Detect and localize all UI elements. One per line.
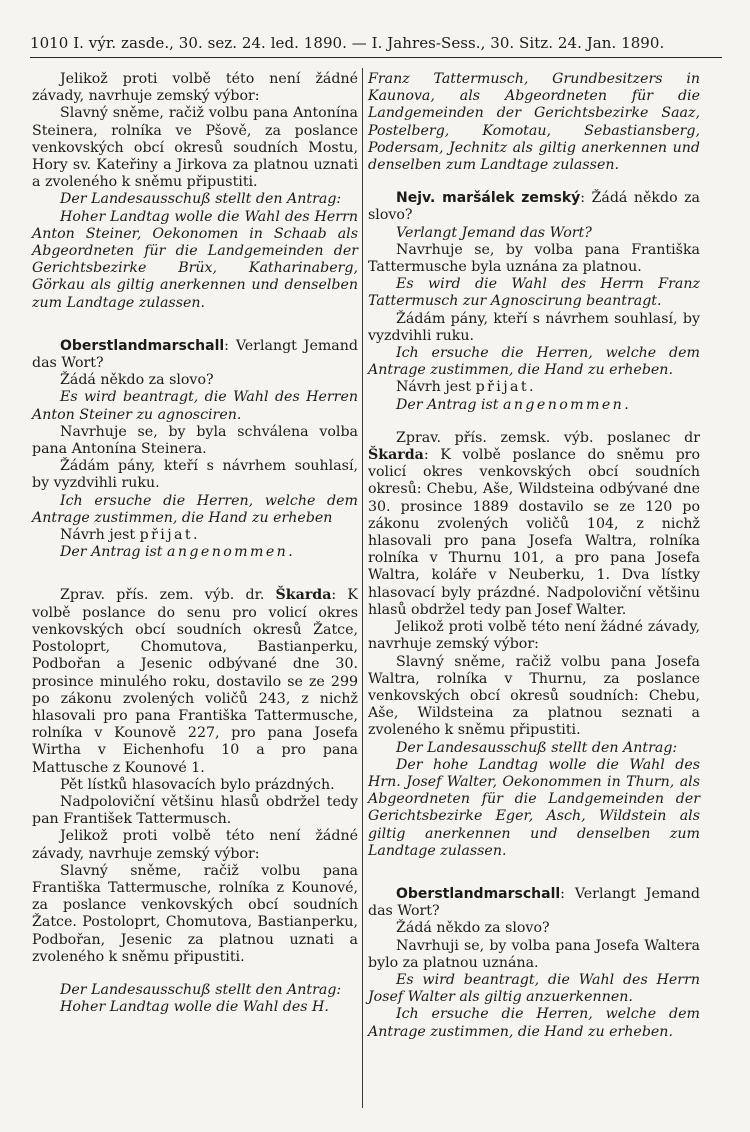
speaker-name: Oberstlandmarschall xyxy=(396,885,561,902)
paragraph-text: Zprav. přís. zem. výb. dr. xyxy=(60,587,276,604)
right-column xyxy=(368,71,700,1041)
paragraph-text: : Žádá někdo za slovo? xyxy=(368,190,701,224)
paragraph: Žádám pány, kteří s návrhem souhlasí, by vyzdvihli ruku. xyxy=(32,458,358,492)
paragraph: Žádá někdo za slovo? xyxy=(60,372,214,389)
speaker-name: Oberstlandmarschall xyxy=(60,337,225,354)
paragraph: Der Landesausschuß stellt den Antrag: xyxy=(396,739,678,756)
paragraph: Navrhuje se, by byla schválena volba pana Antonína Steinera. xyxy=(32,423,358,458)
paragraph: Navrhuji se, by volba pana Josefa Waltera bylo za platnou uznána. xyxy=(368,937,700,971)
paragraph xyxy=(32,527,358,544)
paragraph: Navrhuje se, by volba pana Františka Tattermusche byla uznána za platnou. xyxy=(368,241,700,276)
paragraph-text: : Verlangt Jemand das Wort? xyxy=(368,885,700,920)
paragraph-text: Der Antrag ist xyxy=(396,396,504,413)
paragraph: Žádá někdo za slovo? xyxy=(396,920,550,937)
paragraph: Hoher Landtag wolle die Wahl des H. xyxy=(60,999,329,1016)
paragraph xyxy=(368,379,700,396)
paragraph xyxy=(32,338,358,372)
paragraph: Slavný sněme, račiž volbu pana Františka Tattermusche, rolníka z Kounové, za poslance venkovských obcí soudních Žatce. Postoloprt, Chomutova, Bastianperku, Podbořan, Jesenic za platnou uznati a zvoleného k sněmu připustiti. xyxy=(32,862,358,965)
paragraph-text: Návrh jest xyxy=(396,379,476,396)
emphasis-text: přijat. xyxy=(139,527,200,544)
emphasis-text: angenommen. xyxy=(503,396,632,413)
paragraph xyxy=(368,886,700,920)
paragraph: Es wird beantragt, die Wahl des Herrn Josef Walter als giltig anzuerkennen. xyxy=(368,971,700,1006)
speaker-name: Škarda xyxy=(368,447,424,464)
paragraph: Žádám pány, kteří s návrhem souhlasí, by vyzdvihli ruku. xyxy=(368,310,700,344)
emphasis-text: angenommen. xyxy=(167,544,296,561)
paragraph-text: Návrh jest xyxy=(60,527,140,544)
paragraph: Es wird beantragt, die Wahl des Herren Anton Steiner zu agnosciren. xyxy=(32,389,358,423)
paragraph xyxy=(368,190,700,224)
emphasis-text: přijat. xyxy=(475,379,536,396)
paragraph-text: Der Antrag ist xyxy=(60,544,168,561)
paragraph: Ich ersuche die Herren, welche dem Antrage zustimmen, die Hand zu erheben. xyxy=(368,345,700,379)
paragraph: Jelikož proti volbě této není žádné závady, navrhuje zemský výbor: xyxy=(32,71,358,105)
paragraph xyxy=(368,430,700,619)
paragraph xyxy=(32,544,358,561)
paragraph: Slavný sněme, račiž volbu pana Josefa Waltra, rolníka v Thurnu, za poslance venkovských obcí okresů soudních: Chebu, Aše, Wildsteina za platnou seznati a zvoleného k sněmu připustiti. xyxy=(368,653,700,739)
left-column xyxy=(32,71,358,1016)
paragraph: Es wird die Wahl des Herrn Franz Tattermusch zur Agnoscirung beantragt. xyxy=(368,276,700,310)
paragraph: Jelikož proti volbě této není žádné závady, navrhuje zemský výbor: xyxy=(32,828,358,862)
page-header: 1010 I. výr. zasde., 30. sez. 24. led. 1890. — I. Jahres-Sess., 30. Sitz. 24. Jan. 1890. xyxy=(30,34,722,58)
paragraph: Pět lístků hlasovacích bylo prázdných. xyxy=(60,776,335,793)
paragraph: Nadpoloviční většinu hlasů obdržel tedy pan František Tattermusch. xyxy=(32,793,358,828)
paragraph-text: : Verlangt Jemand das Wort? xyxy=(32,337,358,372)
speaker-name: Škarda xyxy=(275,587,332,604)
paragraph: Der Landesausschuß stellt den Antrag: xyxy=(60,981,342,998)
speaker-name: Nejv. maršálek zemský xyxy=(396,190,581,207)
paragraph xyxy=(32,587,358,776)
paragraph xyxy=(368,397,700,414)
paragraph: Ich ersuche die Herren, welche dem Antrage zustimmen, die Hand zu erheben. xyxy=(368,1006,700,1040)
paragraph: Ich ersuche die Herren, welche dem Antrage zustimmen, die Hand zu erheben xyxy=(32,492,358,526)
paragraph-text: Zprav. přís. zemsk. výb. poslanec dr xyxy=(396,429,700,446)
paragraph: Der Landesausschuß stellt den Antrag: xyxy=(60,191,342,208)
column-divider xyxy=(362,68,363,1108)
paragraph: Hoher Landtag wolle die Wahl des Herrn Anton Steiner, Oekonomen in Schaab als Abgeordneten für die Landgemeinden der Gerichtsbezirke Brüx, Katharinaberg, Görkau als giltig anerkennen und denselben zum Landtage zulassen. xyxy=(32,208,358,311)
paragraph-text: : K volbě poslance do senu pro volicí okres venkovských obcí soudních okresů Žatce, Postoloprt, Chomutova, Bastianperku, Podbořan a Jesenic odbývané dne 30. prosince minulého roku, dostavilo se ze 299 po zákonu zvolených voličů 243, z nichž hlasovali pro pana Františka Tattermusche, rolníka v Kounově 227, pro pana Josefa Wirtha v Eichenhofu 10 a pro pana Mattusche z Kounové 1. xyxy=(32,587,358,776)
paragraph: Slavný sněme, račiž volbu pana Antonína Steinera, rolníka ve Pšově, za poslance venkovských obcí okresů soudních Mostu, Hory sv. Kateřiny a Jirkova za platnou uznati a zvoleného k sněmu připustiti. xyxy=(32,105,358,191)
paragraph: Der hohe Landtag wolle die Wahl des Hrn. Josef Walter, Oekonommen in Thurn, als Abgeordneten für die Landgemeinden der Gerichtsbezirke Eger, Asch, Wildstein als giltig anerkennen und denselben zum Landtage zulassen. xyxy=(368,756,700,859)
paragraph-text: : K volbě poslance do sněmu pro volicí okres venkovských obcí soudních okresů: Chebu, Aše, Wildsteina odbývané dne 30. prosince 1889 dostavilo se ze 120 po zákonu zvolených voličů 104, z nichž hlasovali pro pana Josefa Waltra, rolníka rolníka v Thurnu 101, a pro pana Josefa Waltra, koláře v Neuberku, 1. Dva lístky hlasovací byly prázdné. Nadpoloviční většinu hlasů obdržel tedy pan Josef Walter. xyxy=(368,447,700,618)
paragraph: Verlangt Jemand das Wort? xyxy=(396,224,592,241)
paragraph: Jelikož proti volbě této není žádné závady, navrhuje zemský výbor: xyxy=(368,619,700,653)
paragraph: Franz Tattermusch, Grundbesitzers in Kaunova, als Abgeordneten für die Landgemeinden der Gerichtsbezirke Saaz, Postelberg, Komotau, Sebastiansberg, Podersam, Jechnitz als giltig anerkennen und denselben zum Landtage zulassen. xyxy=(368,71,700,174)
